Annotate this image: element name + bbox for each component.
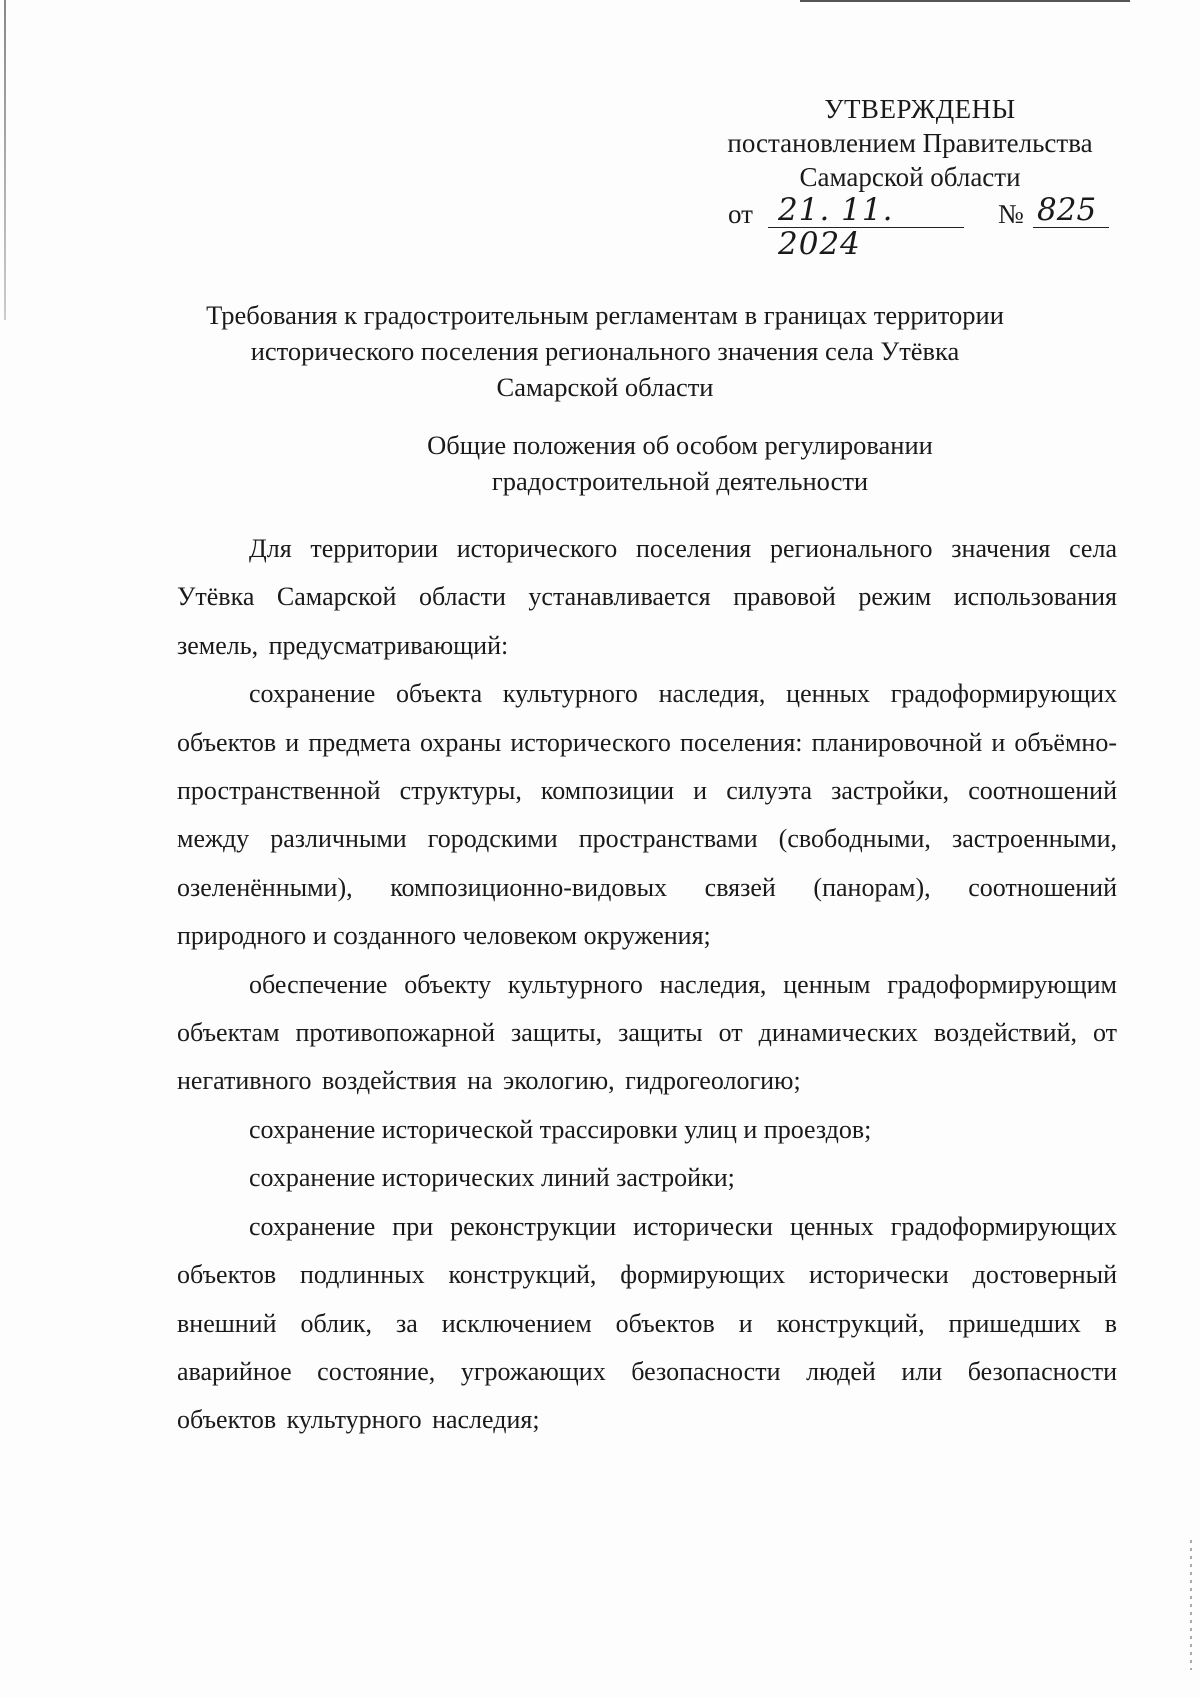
number-sign: №: [998, 199, 1024, 229]
body-paragraph: сохранение объекта культурного наследия, ценных градоформирующих объектов и предмета охраны исторического поселения: планировочной и объёмно-пространственной структуры, композиции и силуэта застройки, соотношений между различными городскими пространствами (свободными, застроенными, озеленёнными), композиционно-видовых связей (панорам), соотношений природного и созданного человеком окружения;: [177, 679, 1117, 951]
number-field: [1033, 192, 1109, 228]
approval-line-2: Самарской области: [799, 162, 1021, 192]
handwritten-date: 21. 11. 2024: [778, 192, 894, 262]
body-paragraph: сохранение исторической трассировки улиц и проездов;: [249, 1114, 872, 1144]
body-paragraph: сохранение исторических линий застройки;: [249, 1163, 735, 1193]
approval-date-line: [728, 192, 1108, 262]
section-title: [360, 427, 1000, 499]
section-title-line: градостроительной деятельности: [491, 466, 869, 496]
scan-edge-artifact: [1190, 1540, 1192, 1670]
date-field: [768, 192, 964, 262]
body-paragraph: Для территории исторического поселения регионального значения села Утёвка Самарской области устанавливается правовой режим использования земель, предусматривающий:: [177, 534, 1117, 660]
date-prefix: от: [728, 199, 753, 229]
body-paragraph: сохранение при реконструкции исторически ценных градоформирующих объектов подлинных конструкций, формирующих исторически достоверный внешний облик, за исключением объектов и конструкций, пришедших в аварийное состояние, угрожающих безопасности людей или безопасности объектов культурного наследия;: [177, 1211, 1117, 1435]
document-title: [150, 297, 1060, 405]
document-title-line: Требования к градостроительным регламентам в границах территории: [206, 300, 1004, 330]
document-title-line: Самарской области: [496, 372, 714, 402]
section-title-line: Общие положения об особом регулировании: [427, 430, 933, 460]
approval-title: УТВЕРЖДЕНЫ: [824, 94, 1016, 124]
scan-edge-artifact: [4, 0, 6, 320]
approval-line-1: постановлением Правительства: [727, 128, 1093, 158]
document-body: [177, 525, 1117, 1445]
handwritten-number: 825: [1037, 192, 1097, 228]
body-paragraph: обеспечение объекту культурного наследия, ценным градоформирующим объектам противопожарной защиты, защиты от динамических воздействий, от негативного воздействия на экологию, гидрогеологию;: [177, 969, 1117, 1096]
scan-edge-artifact: [800, 0, 1130, 2]
document-title-line: исторического поселения регионального значения села Утёвка: [250, 336, 960, 366]
approval-block: [690, 92, 1130, 194]
